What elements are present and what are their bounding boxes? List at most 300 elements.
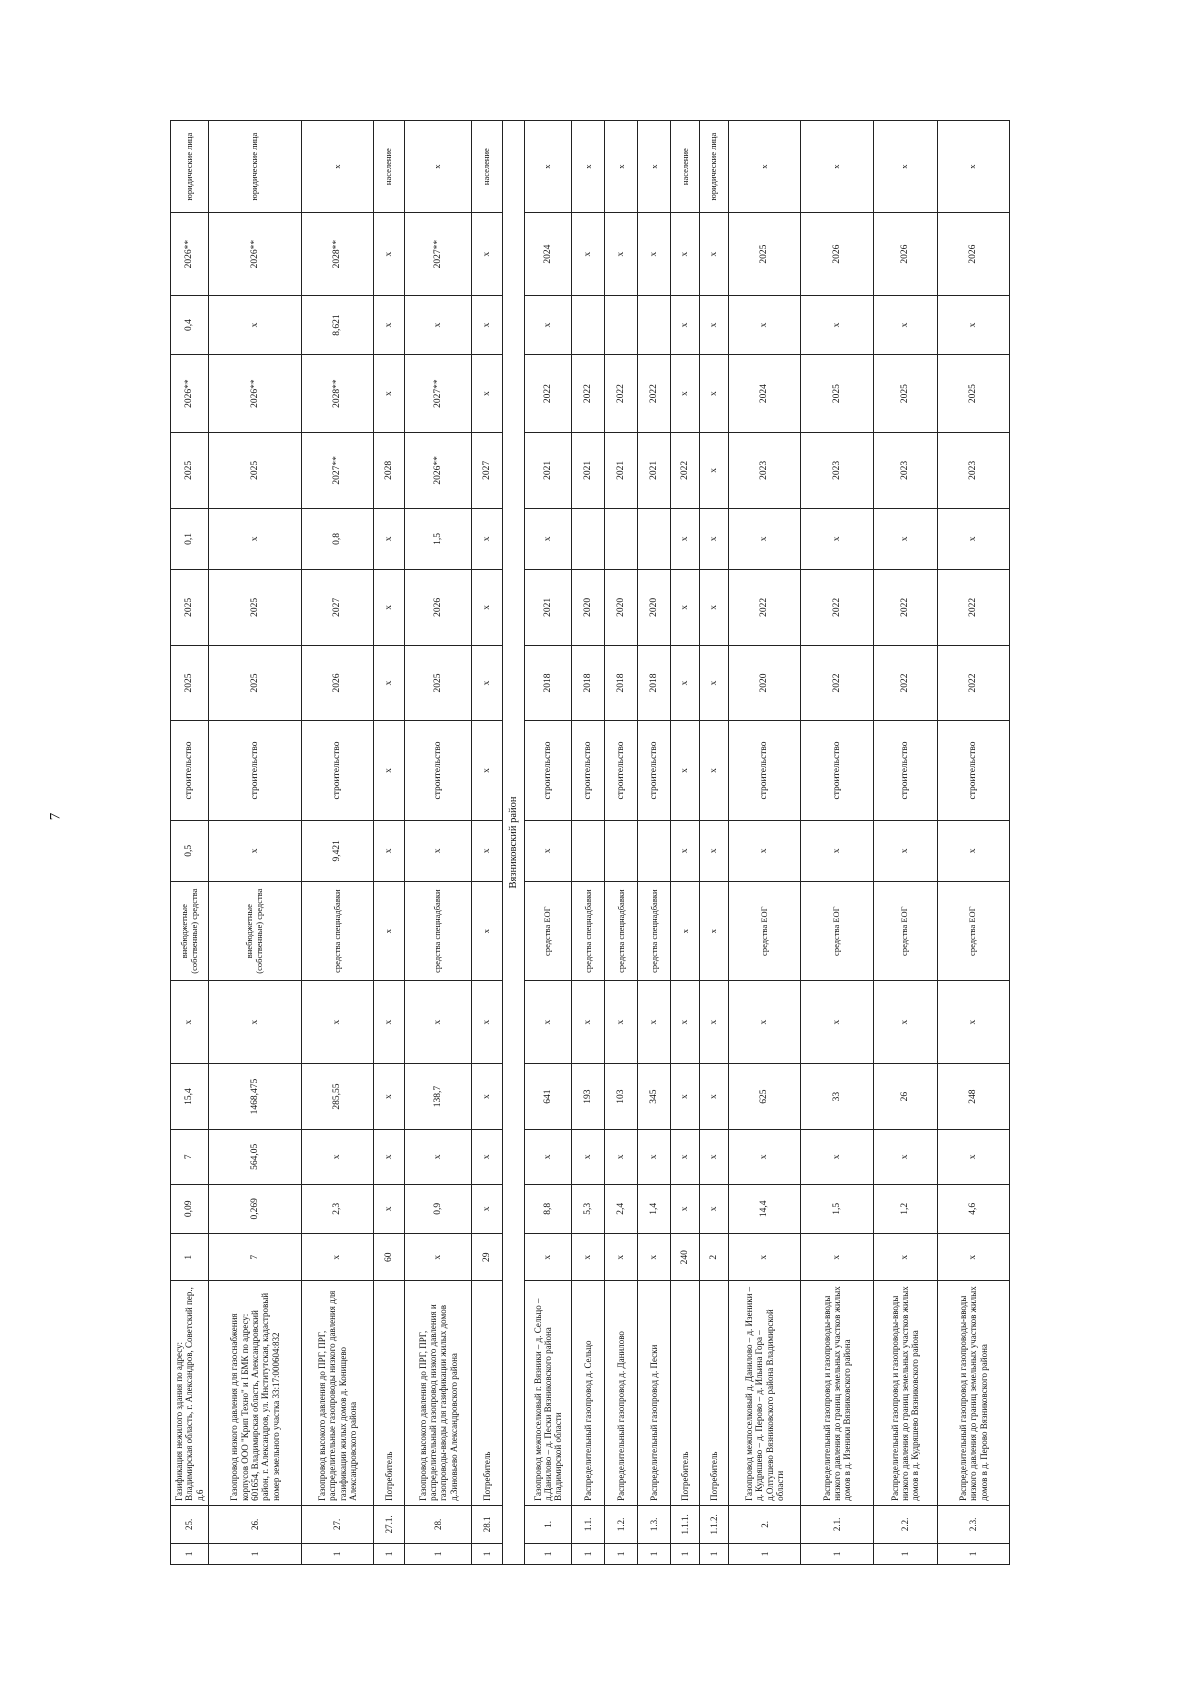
table-cell: x (524, 295, 571, 354)
table-cell: средства ЕОГ (524, 882, 571, 981)
table-cell: x (374, 213, 405, 296)
table-cell: x (524, 1130, 571, 1184)
object-name-cell: Потребитель (671, 1281, 700, 1506)
table-cell: x (605, 213, 638, 296)
table-cell: строительство (572, 721, 605, 820)
row-number-cell: 1.1. (572, 1505, 605, 1543)
table-cell: 1,2 (873, 1184, 937, 1234)
table-cell: 60 (374, 1234, 405, 1281)
table-row (302, 121, 374, 1565)
table-cell: x (638, 121, 671, 213)
table-cell: население (671, 121, 700, 213)
table-cell: 2022 (873, 570, 937, 646)
table-cell: x (638, 213, 671, 296)
object-name-cell: Распределительный газопровод и газопроводы-вводы низкого давления до границ земельных участков жилых домов в д. Кудряшево Вязниковского района (873, 1281, 937, 1506)
table-cell: 2025 (171, 645, 209, 721)
table-cell: x (472, 981, 503, 1064)
table-cell: x (729, 981, 801, 1064)
table-cell: x (209, 820, 302, 881)
table-cell: 2027** (405, 213, 472, 296)
row-number-cell: 25. (171, 1505, 209, 1543)
table-cell: строительство (405, 721, 472, 820)
table-cell: x (524, 981, 571, 1064)
table-cell: 1468,475 (209, 1064, 302, 1130)
table-cell: x (302, 121, 374, 213)
table-cell: 0,8 (302, 508, 374, 569)
table-cell: 15,4 (171, 1064, 209, 1130)
table-cell: средства спецнадбавки (405, 882, 472, 981)
table-cell: 2025 (405, 645, 472, 721)
row-number-cell: 28.1 (472, 1505, 503, 1543)
table-cell: 1 (729, 1543, 801, 1564)
table-cell: 7 (209, 1234, 302, 1281)
table-cell: x (671, 981, 700, 1064)
table-cell: x (605, 1130, 638, 1184)
table-cell: 2020 (638, 570, 671, 646)
table-cell: строительство (209, 721, 302, 820)
table-cell: 2023 (729, 433, 801, 509)
table-cell: x (873, 1130, 937, 1184)
table-cell: 2018 (524, 645, 571, 721)
table-cell: x (374, 355, 405, 433)
table-cell: 2026 (801, 213, 873, 296)
table-cell: 240 (671, 1234, 700, 1281)
table-cell: 2028** (302, 355, 374, 433)
table-cell: 8,621 (302, 295, 374, 354)
table-cell: строительство (302, 721, 374, 820)
rotated-table-wrapper (170, 120, 1010, 1565)
table-row (472, 121, 503, 1565)
table-cell: x (700, 1064, 729, 1130)
table-cell: 2022 (801, 570, 873, 646)
table-cell: средства спецнадбавки (605, 882, 638, 981)
table-cell: 2022 (524, 355, 571, 433)
table-cell: x (374, 981, 405, 1064)
table-cell: x (374, 1064, 405, 1130)
table-cell: внебюджетные (собственные) средства (209, 882, 302, 981)
table-cell: x (638, 1130, 671, 1184)
table-cell: 625 (729, 1064, 801, 1130)
table-cell: 2020 (572, 570, 605, 646)
table-cell (638, 820, 671, 881)
table-cell: 1 (605, 1543, 638, 1564)
table-cell: 2021 (524, 570, 571, 646)
table-cell: 2025 (729, 213, 801, 296)
table-row (873, 121, 937, 1565)
table-cell: x (572, 1234, 605, 1281)
page-number: 7 (47, 812, 64, 821)
table-cell: x (374, 570, 405, 646)
table-cell: x (374, 882, 405, 981)
table-cell: x (700, 355, 729, 433)
table-cell: 2027** (302, 433, 374, 509)
table-cell: x (700, 820, 729, 881)
table-cell: 9,421 (302, 820, 374, 881)
table-cell: 0,269 (209, 1184, 302, 1234)
object-name-cell: Потребитель (700, 1281, 729, 1506)
table-cell: 33 (801, 1064, 873, 1130)
table-cell (638, 295, 671, 354)
object-name-cell: Распределительный газопровод д. Данилово (605, 1281, 638, 1506)
table-cell: 4,6 (937, 1184, 1009, 1234)
table-cell: 2022 (937, 645, 1009, 721)
table-cell: 2025 (209, 645, 302, 721)
table-cell: средства спецнадбавки (572, 882, 605, 981)
table-cell: x (572, 981, 605, 1064)
table-cell (605, 295, 638, 354)
table-cell: x (524, 121, 571, 213)
table-cell: x (700, 645, 729, 721)
table-row (700, 121, 729, 1565)
table-cell: x (671, 570, 700, 646)
table-row (405, 121, 472, 1565)
table-cell: средства спецнадбавки (638, 882, 671, 981)
table-cell: 2026** (171, 213, 209, 296)
table-cell: x (801, 1234, 873, 1281)
table-cell: 2025 (209, 433, 302, 509)
row-number-cell: 2.3. (937, 1505, 1009, 1543)
table-cell: x (801, 508, 873, 569)
table-cell: x (700, 1130, 729, 1184)
table-cell: 345 (638, 1064, 671, 1130)
table-cell: x (937, 295, 1009, 354)
object-name-cell: Распределительный газопровод д. Пески (638, 1281, 671, 1506)
table-cell: x (729, 121, 801, 213)
table-cell: x (671, 820, 700, 881)
section-title: Вязниковский район (503, 121, 525, 1565)
table-cell: 0,5 (171, 820, 209, 881)
table-row (671, 121, 700, 1565)
object-name-cell: Потребитель (374, 1281, 405, 1506)
table-cell: 1 (171, 1234, 209, 1281)
table-cell: x (671, 882, 700, 981)
table-cell (638, 508, 671, 569)
table-cell: x (209, 508, 302, 569)
table-cell: 1 (671, 1543, 700, 1564)
table-cell: x (605, 981, 638, 1064)
table-row (524, 121, 571, 1565)
table-cell: 0,9 (405, 1184, 472, 1234)
table-cell: x (937, 1130, 1009, 1184)
table-cell: средства ЕОГ (801, 882, 873, 981)
table-cell: средства спецнадбавки (302, 882, 374, 981)
table-cell: 2025 (801, 355, 873, 433)
table-row (729, 121, 801, 1565)
table-cell: x (671, 721, 700, 820)
table-cell: 1,4 (638, 1184, 671, 1234)
table-cell: 2022 (605, 355, 638, 433)
table-cell: x (801, 1130, 873, 1184)
table-cell: x (729, 1234, 801, 1281)
table-cell: x (801, 295, 873, 354)
table-cell: 2026 (937, 213, 1009, 296)
table-cell: 2022 (671, 433, 700, 509)
row-number-cell: 1. (524, 1505, 571, 1543)
table-cell: x (937, 121, 1009, 213)
table-cell: x (472, 213, 503, 296)
table-cell (572, 508, 605, 569)
table-cell: x (700, 570, 729, 646)
table-cell: x (671, 355, 700, 433)
table-cell: 2023 (873, 433, 937, 509)
table-row (605, 121, 638, 1565)
table-cell: x (374, 508, 405, 569)
table-cell: 2021 (524, 433, 571, 509)
row-number-cell: 1.1.2. (700, 1505, 729, 1543)
table-cell: x (472, 570, 503, 646)
table-cell: 1 (405, 1543, 472, 1564)
table-cell: 5,3 (572, 1184, 605, 1234)
table-row (171, 121, 209, 1565)
table-cell: x (605, 1234, 638, 1281)
table-cell: x (671, 213, 700, 296)
table-cell: x (472, 508, 503, 569)
table-cell: x (524, 508, 571, 569)
table-cell: 641 (524, 1064, 571, 1130)
table-cell: x (472, 721, 503, 820)
table-cell: x (302, 1130, 374, 1184)
table-cell: строительство (524, 721, 571, 820)
table-cell: 2025 (937, 355, 1009, 433)
table-cell: 1 (700, 1543, 729, 1564)
table-cell: 2021 (638, 433, 671, 509)
table-cell: x (405, 295, 472, 354)
table-cell: 2021 (605, 433, 638, 509)
table-cell: строительство (937, 721, 1009, 820)
table-cell: 2022 (937, 570, 1009, 646)
object-name-cell: Газопровод высокого давления до ПРГ, ПРГ, распределительные газопроводы низкого давления для газификации жилых домов д. Конищево Александровского района (302, 1281, 374, 1506)
table-cell: 0,4 (171, 295, 209, 354)
table-cell: юридические лица (171, 121, 209, 213)
table-cell: 2026** (209, 355, 302, 433)
table-cell: 1 (937, 1543, 1009, 1564)
table-cell: x (729, 295, 801, 354)
table-cell: 2026 (405, 570, 472, 646)
table-cell: 2022 (873, 645, 937, 721)
table-cell: 2,3 (302, 1184, 374, 1234)
table-cell: x (374, 295, 405, 354)
object-name-cell: Распределительный газопровод и газопроводы-вводы низкого давления до границ земельных участков жилых домов в д. Изеники Вязниковского района (801, 1281, 873, 1506)
table-cell: 2026** (171, 355, 209, 433)
table-cell: x (700, 882, 729, 981)
table-cell: x (524, 820, 571, 881)
table-cell: строительство (873, 721, 937, 820)
table-cell: x (801, 121, 873, 213)
table-cell: x (572, 1130, 605, 1184)
table-cell: 26 (873, 1064, 937, 1130)
table-cell: 2020 (729, 645, 801, 721)
table-cell: x (937, 508, 1009, 569)
object-name-cell: Газификация нежилого здания по адресу: Владимирская область, г. Александров, Советский пер., д.6 (171, 1281, 209, 1506)
table-cell: 14,4 (729, 1184, 801, 1234)
table-cell: 2026 (873, 213, 937, 296)
table-cell: 2018 (638, 645, 671, 721)
table-cell: 564,05 (209, 1130, 302, 1184)
table-cell: x (671, 1184, 700, 1234)
table-cell: x (374, 721, 405, 820)
section-row (503, 121, 525, 1565)
table-cell: x (801, 981, 873, 1064)
row-number-cell: 27. (302, 1505, 374, 1543)
table-cell: x (729, 508, 801, 569)
table-cell: x (801, 820, 873, 881)
table-cell: x (472, 1130, 503, 1184)
table-cell: 2022 (729, 570, 801, 646)
table-cell: x (472, 1184, 503, 1234)
table-cell: внебюджетные (собственные) средства (171, 882, 209, 981)
table-cell: x (700, 295, 729, 354)
table-cell: x (171, 981, 209, 1064)
table-row (801, 121, 873, 1565)
table-cell: x (405, 820, 472, 881)
row-number-cell: 2.2. (873, 1505, 937, 1543)
table-cell: юридические лица (700, 121, 729, 213)
row-number-cell: 26. (209, 1505, 302, 1543)
row-number-cell: 1.3. (638, 1505, 671, 1543)
object-name-cell: Потребитель (472, 1281, 503, 1506)
table-cell: 2025 (171, 433, 209, 509)
table-cell: x (671, 295, 700, 354)
table-cell: x (873, 508, 937, 569)
table-cell: средства ЕОГ (937, 882, 1009, 981)
table-cell: 248 (937, 1064, 1009, 1130)
object-name-cell: Газопровод низкого давления для газоснабжения корпусов ООО "Крип Техно" и I БМК по адресу: 601654, Владимирская область, Александровский район, г. Александров, ул. Институтская, кадастровый номер земельного участка 33:17:000604:832 (209, 1281, 302, 1506)
table-cell: 2025 (171, 570, 209, 646)
table-cell: 2 (700, 1234, 729, 1281)
table-cell: 2027 (472, 433, 503, 509)
table-cell: x (605, 121, 638, 213)
table-cell: x (937, 981, 1009, 1064)
table-cell: строительство (171, 721, 209, 820)
table-cell: x (700, 508, 729, 569)
table-cell: 2028 (374, 433, 405, 509)
table-cell: x (374, 820, 405, 881)
table-cell: x (671, 508, 700, 569)
table-cell: x (405, 1130, 472, 1184)
table-row (209, 121, 302, 1565)
table-cell: 2024 (524, 213, 571, 296)
table-cell: 1 (801, 1543, 873, 1564)
table-cell: 2025 (209, 570, 302, 646)
table-cell: x (700, 981, 729, 1064)
table-cell: x (671, 1130, 700, 1184)
object-name-cell: Распределительный газопровод д. Сельцо (572, 1281, 605, 1506)
table-cell: x (638, 1234, 671, 1281)
table-cell: население (472, 121, 503, 213)
table-cell: x (302, 981, 374, 1064)
object-name-cell: Газопровод межпоселковый д. Данилово – д. Изеники – д. Кудряшево – д. Перово – д. Ильина Гора – д.Олтушево Вязниковского района Владимирской области (729, 1281, 801, 1506)
table-cell: 1,5 (801, 1184, 873, 1234)
table-cell: население (374, 121, 405, 213)
table-cell: строительство (605, 721, 638, 820)
table-cell (605, 820, 638, 881)
table-cell: x (873, 121, 937, 213)
table-cell: 2026 (302, 645, 374, 721)
object-name-cell: Распределительный газопровод и газопроводы-вводы низкого давления до границ земельных участков жилых домов в д. Перово Вязниковского района (937, 1281, 1009, 1506)
table-cell: x (472, 295, 503, 354)
table-cell: 2027** (405, 355, 472, 433)
table-cell: 2028** (302, 213, 374, 296)
table-cell: 2023 (801, 433, 873, 509)
table-cell: x (472, 882, 503, 981)
table-cell: 2022 (801, 645, 873, 721)
table-cell: 285,55 (302, 1064, 374, 1130)
table-cell: x (638, 981, 671, 1064)
table-cell: x (873, 820, 937, 881)
row-number-cell: 2.1. (801, 1505, 873, 1543)
table-cell: x (374, 1130, 405, 1184)
table-cell: x (729, 820, 801, 881)
table-cell: 2027 (302, 570, 374, 646)
table-cell: 2021 (572, 433, 605, 509)
table-cell: 1 (873, 1543, 937, 1564)
table-cell: x (873, 1234, 937, 1281)
table-cell: средства ЕОГ (729, 882, 801, 981)
gas-program-table (170, 120, 1010, 1565)
table-cell: x (405, 981, 472, 1064)
table-cell: x (209, 295, 302, 354)
table-cell: x (524, 1234, 571, 1281)
table-cell: x (374, 1184, 405, 1234)
table-cell: 2018 (572, 645, 605, 721)
table-cell (572, 295, 605, 354)
table-cell: юридические лица (209, 121, 302, 213)
table-cell: 1 (302, 1543, 374, 1564)
row-number-cell: 1.1.1. (671, 1505, 700, 1543)
table-cell: 2,4 (605, 1184, 638, 1234)
table-cell (605, 508, 638, 569)
table-cell: x (671, 1064, 700, 1130)
table-cell: 2026** (209, 213, 302, 296)
table-cell: 0,1 (171, 508, 209, 569)
table-cell: x (472, 1064, 503, 1130)
table-cell (572, 820, 605, 881)
table-cell: x (405, 1234, 472, 1281)
table-cell: 103 (605, 1064, 638, 1130)
table-cell: 2020 (605, 570, 638, 646)
table-cell: строительство (801, 721, 873, 820)
table-cell: 193 (572, 1064, 605, 1130)
row-number-cell: 2. (729, 1505, 801, 1543)
table-cell: x (572, 121, 605, 213)
table-cell: 29 (472, 1234, 503, 1281)
table-row (638, 121, 671, 1565)
table-cell: x (671, 645, 700, 721)
table-cell: 1 (209, 1543, 302, 1564)
table-cell: x (374, 645, 405, 721)
object-name-cell: Газопровод высокого давления до ПРГ, ПРГ, распределительный газопровод низкого давления и газопроводы-вводы для газификации жилых домов д.Зиновьево Александровского района (405, 1281, 472, 1506)
table-cell: 1 (171, 1543, 209, 1564)
table-cell: 2018 (605, 645, 638, 721)
row-number-cell: 1.2. (605, 1505, 638, 1543)
table-cell: x (472, 645, 503, 721)
object-name-cell: Газопровод межпоселковый г. Вязники – д. Сельцо – д.Данилово – д. Пески Вязниковского района Владимирской области (524, 1281, 571, 1506)
table-cell: 7 (171, 1130, 209, 1184)
table-row (572, 121, 605, 1565)
table-cell: 2022 (572, 355, 605, 433)
table-cell: средства ЕОГ (873, 882, 937, 981)
table-cell: 2026** (405, 433, 472, 509)
table-cell: 138,7 (405, 1064, 472, 1130)
table-cell: x (209, 981, 302, 1064)
table-cell: 2025 (873, 355, 937, 433)
table-cell: 1 (472, 1543, 503, 1564)
table-cell: x (873, 295, 937, 354)
table-cell: 8,8 (524, 1184, 571, 1234)
table-cell: 1 (572, 1543, 605, 1564)
table-cell: x (472, 355, 503, 433)
table-cell: x (700, 433, 729, 509)
